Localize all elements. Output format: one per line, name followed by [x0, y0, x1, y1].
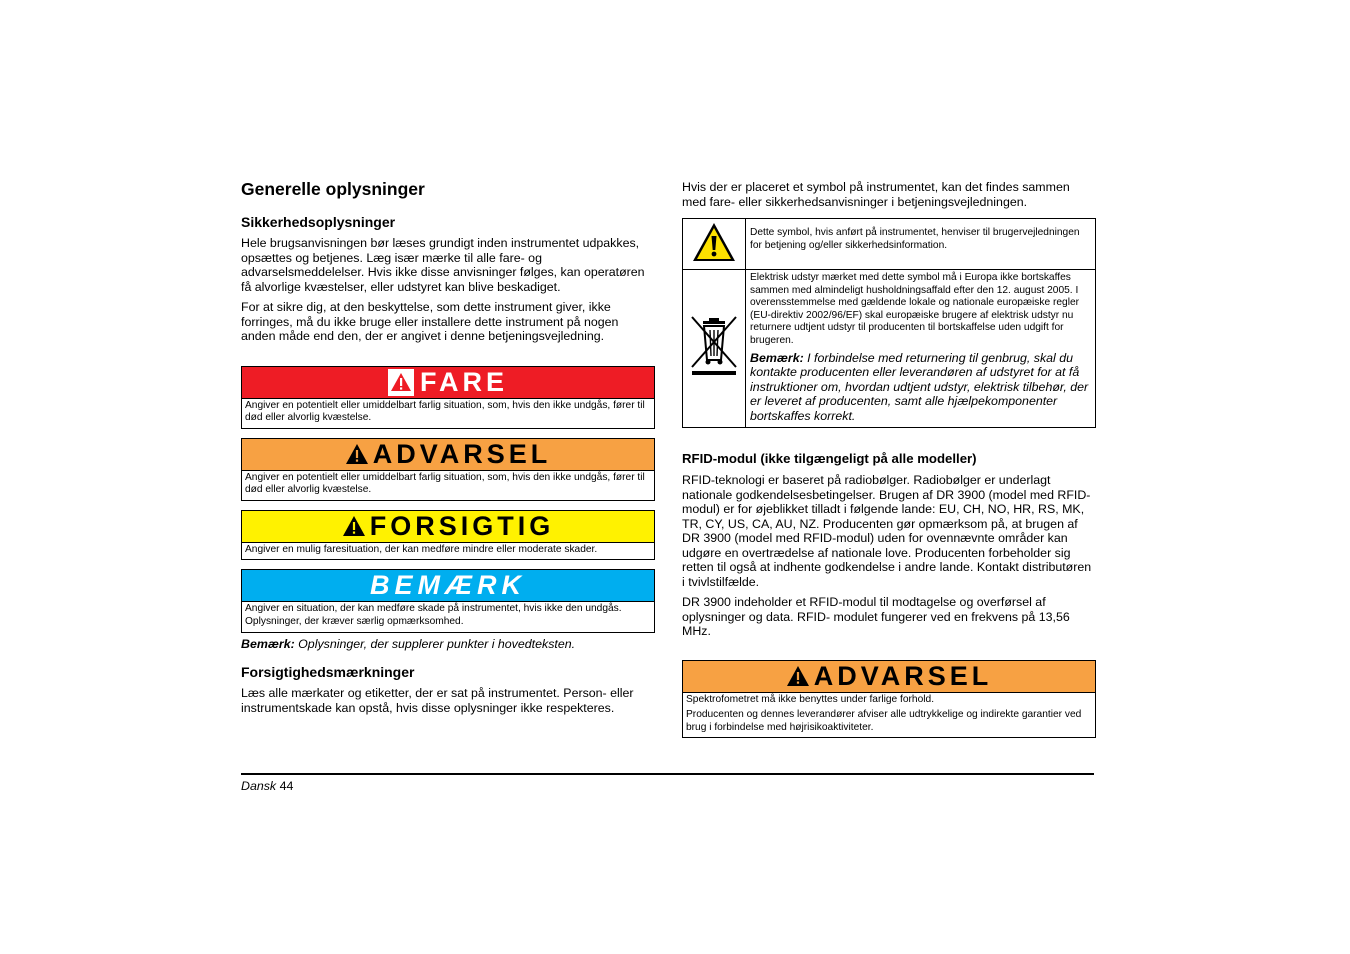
rfid-heading: RFID-modul (ikke tilgængeligt på alle modeller) [682, 451, 977, 467]
symbol-cell [683, 270, 746, 428]
page-footer [241, 779, 293, 793]
warning-icon [342, 515, 366, 537]
bemaerk-banner [242, 570, 654, 601]
weee-note-label: Bemærk: [750, 350, 804, 365]
crossed-bin-icon [689, 315, 739, 377]
bemaerk-text: Angiver en situation, der kan medføre skade på instrumentet, hvis ikke den undgås. Oplysninger, der kræver særlig opmærksomhed. [242, 601, 654, 631]
forsigtig-label: FORSIGTIG [369, 510, 555, 541]
weee-text: Elektrisk udstyr mærket med dette symbol må i Europa ikke bortskaffes sammen med almindeligt husholdningsaffald efter den 12. august 2005. I overensstemmelse med gældende lokale og nationale europæiske regler (EU-direktiv 2002/96/EF) skal europæiske brugere af elektrisk udstyr nu returnere udtjent udstyr til producenten til bortskaffelse uden udgift for brugeren. [750, 272, 1080, 346]
note-text: Oplysninger, der supplerer punkter i hovedteksten. [298, 636, 576, 651]
footer-language: Dansk [241, 779, 277, 793]
symbol-description [746, 270, 1096, 428]
warning-icon [345, 443, 369, 465]
safety-heading: Sikkerhedsoplysninger [241, 214, 396, 230]
table-row [683, 219, 1096, 270]
labels-paragraph: Læs alle mærkater og etiketter, der er sat på instrumentet. Person- eller instrumentskade kan opstå, hvis disse oplysninger ikke respekteres. [241, 686, 634, 715]
symbol-description: Dette symbol, hvis anført på instrumentet, henviser til brugervejledningen for betjening og/eller sikkerhedsinformation. [746, 219, 1096, 270]
fare-text: Angiver en potentielt eller umiddelbart farlig situation, som, hvis den ikke undgås, fører til død eller alvorlig kvæstelse. [242, 398, 654, 428]
fare-box [241, 366, 655, 429]
symbol-table [682, 218, 1096, 428]
labels-heading: Forsigtighedsmærkninger [241, 664, 415, 681]
advarsel-box [241, 438, 655, 501]
weee-note-text: I forbindelse med returnering til genbrug, skal du kontakte producenten eller leverandøren af udstyret for at få instruktioner om, hvordan udtjent udstyr, elektrisk tilbehør, der er leveret af producenten, samt alle hjælpekomponenter bortskaffes korrekt. [750, 350, 1089, 423]
bemaerk-box [241, 569, 655, 632]
left-column [241, 178, 655, 721]
advarsel-text: Angiver en potentielt eller umiddelbart farlig situation, som, hvis den ikke undgås, fører til død eller alvorlig kvæstelse. [242, 470, 654, 500]
advarsel-banner [242, 439, 654, 470]
safety-paragraph-2: For at sikre dig, at den beskyttelse, som dette instrument giver, ikke forringes, må du ikke bruge eller installere dette instrument på nogen anden måde end den, der er angivet i denne betjeningsvejledning. [241, 300, 619, 343]
symbol-cell [683, 219, 746, 270]
rfid-paragraph-2: DR 3900 indeholder et RFID-modul til modtagelse og overførsel af oplysninger og data. RFID- modulet fungerer ved en frekvens på 13,56 MHz. [682, 595, 1070, 639]
advarsel-label: ADVARSEL [372, 438, 552, 469]
fare-label: FARE [419, 366, 508, 397]
warning-icon [388, 369, 414, 396]
footer-page-number: 44 [279, 779, 294, 793]
right-column [682, 180, 1096, 738]
warning-icon [786, 665, 810, 687]
forsigtig-banner [242, 511, 654, 542]
forsigtig-text: Angiver en mulig faresituation, der kan medføre mindre eller moderate skader. [242, 542, 654, 560]
forsigtig-box [241, 510, 655, 561]
weee-note [750, 351, 1091, 424]
advarsel-box-right [682, 660, 1096, 739]
page-title: Generelle oplysninger [241, 179, 425, 199]
advarsel-text-2: Producenten og dennes leverandører afviser alle udtrykkelige og indirekte garantier ved brug i forbindelse med højrisikoaktiviteter. [686, 709, 1082, 733]
footer-divider [241, 773, 1094, 775]
table-row [683, 270, 1096, 428]
safety-paragraph-1: Hele brugsanvisningen bør læses grundigt inden instrumentet udpakkes, opsættes og betjenes. Læg især mærke til alle fare- og advarselsmeddelelser. Hvis ikke disse anvisninger følges, kan operatøren få alvorlige kvæstelser, eller udstyret kan blive beskadiget. [241, 236, 645, 294]
symbol-intro: Hvis der er placeret et symbol på instrumentet, kan det findes sammen med fare- eller sikkerhedsanvisninger i betjeningsvejledningen. [682, 180, 1070, 209]
advarsel-label: ADVARSEL [813, 660, 993, 691]
advarsel-text-1: Spektrofometret må ikke benyttes under farlige forhold. [683, 692, 1095, 710]
note-label: Bemærk: [241, 636, 295, 651]
advarsel-banner [683, 661, 1095, 692]
bemaerk-label: BEMÆRK [370, 570, 526, 601]
warning-triangle-icon [691, 221, 737, 263]
rfid-paragraph-1: RFID-teknologi er baseret på radiobølger. Radiobølger er underlagt nationale godkendelsesbetingelser. Brugen af DR 3900 (model med RFID-modul) er for øjeblikket tilladt i følgende lande: EU, CH, NO, HR, RS, MK, TR, CY, US, CA, AU, NZ. Producenten gør opmærksom på, at brugen af DR 3900 (model med RFID-modul) uden for ovennævnte områder kan udgøre en overtrædelse af nationale love. Producenten forbeholder sig retten til også at indhente godkendelse i andre lande. Kontakt distributøren i tvivlstilfælde. [682, 473, 1092, 589]
fare-banner [242, 367, 654, 398]
note [241, 637, 655, 652]
